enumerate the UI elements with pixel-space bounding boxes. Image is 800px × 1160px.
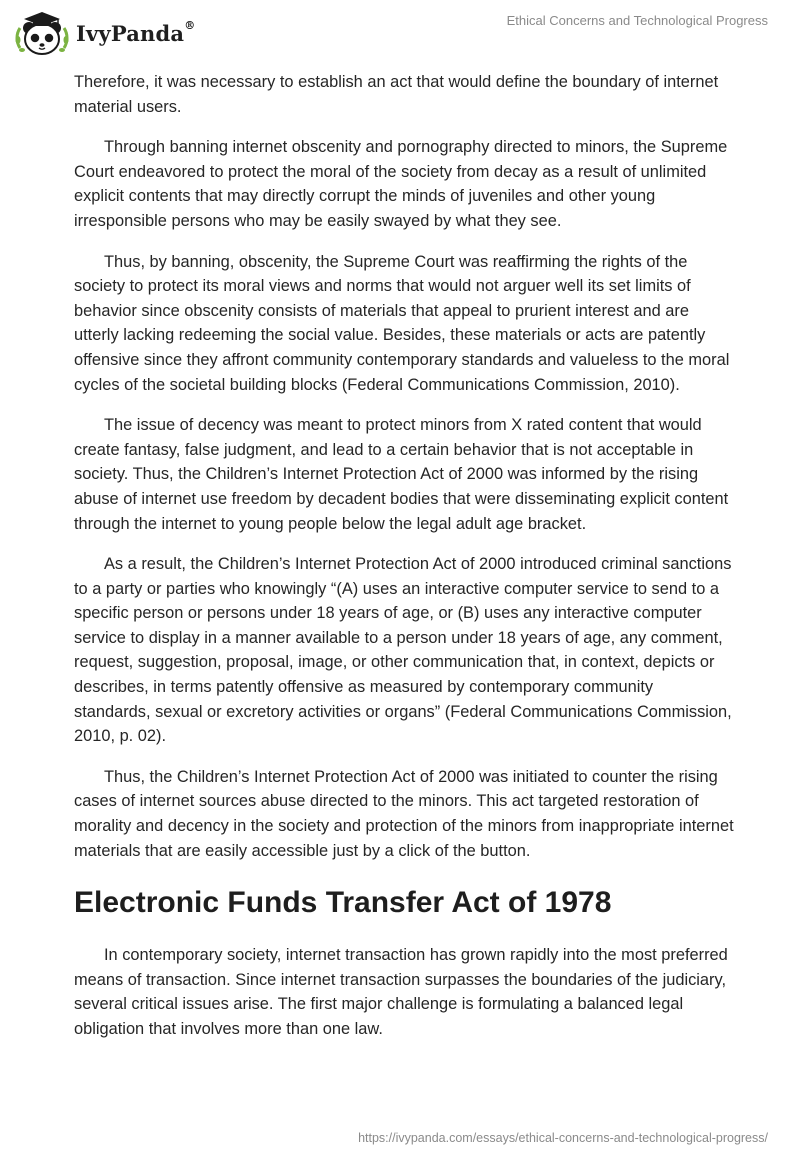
registered-mark: ®	[184, 18, 196, 32]
page-title: Ethical Concerns and Technological Progress	[506, 13, 768, 28]
ivypanda-logo[interactable]	[14, 8, 195, 56]
section-heading: Electronic Funds Transfer Act of 1978	[74, 886, 612, 920]
paragraph: Through banning internet obscenity and pornography directed to minors, the Supreme Court endeavored to protect the moral of the society from decay as a result of unlimited explicit contents that may directly corrupt the minds of juveniles and other young irresponsible persons who may be easily swayed by what they see.	[74, 138, 728, 230]
logo-name: IvyPanda	[76, 20, 185, 46]
page-header	[0, 0, 800, 64]
paragraph: As a result, the Children’s Internet Protection Act of 2000 introduced criminal sanctions to a party or parties who knowingly “(A) uses an interactive computer service to send to a specific person or persons under 18 years of age, or (B) uses any interactive computer service to display in a manner available to a person under 18 years of age, any comment, request, suggestion, proposal, image, or other communication that, in context, depicts or describes, in terms patently offensive as measured by contemporary community standards, sexual or excretory activities or organs” (Federal Communications Commission, 2010, p. 02).	[74, 555, 732, 746]
paragraph: In contemporary society, internet transaction has grown rapidly into the most preferred means of transaction. Since internet transaction surpasses the boundaries of the judiciary, several critical issues arise. The first major challenge is formulating a balanced legal obligation that involves more than one law.	[74, 946, 728, 1038]
paragraph: Thus, the Children’s Internet Protection Act of 2000 was initiated to counter the rising cases of internet sources abuse directed to the minors. This act targeted restoration of morality and decency in the society and protection of the minors from inappropriate internet materials that are easily accessible just by a click of the button.	[74, 767, 734, 860]
paragraph: The issue of decency was meant to protect minors from X rated content that would create fantasy, false judgment, and lead to a certain behavior that is not acceptable in society. Thus, the Children’s Internet Protection Act of 2000 was informed by the rising abuse of internet use freedom by decadent bodies that were disseminating explicit content through the internet to young people below the legal adult age bracket.	[74, 416, 729, 533]
essay-content	[74, 70, 734, 1058]
paragraph: Therefore, it was necessary to establish an act that would define the boundary of internet material users.	[74, 73, 719, 116]
paragraph: Thus, by banning, obscenity, the Supreme Court was reaffirming the rights of the society to protect its moral views and norms that would not arguer well its set limits of behavior since obscenity consists of materials that appeal to prurient interest and are utterly lacking redeeming the social value. Besides, these materials or acts are patently offensive since they affront community contemporary standards and valueless to the moral cycles of the societal building blocks (Federal Communications Commission, 2010).	[74, 252, 730, 394]
source-url[interactable]: https://ivypanda.com/essays/ethical-concerns-and-technological-progress/	[358, 1131, 768, 1145]
logo-wordmark	[76, 18, 196, 46]
panda-graduate-icon	[14, 8, 70, 56]
